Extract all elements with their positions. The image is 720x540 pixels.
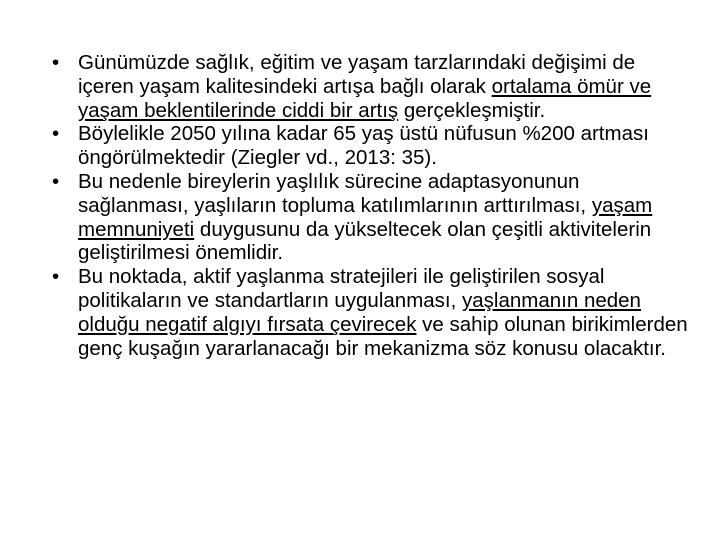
bullet-text: Günümüzde sağlık, eğitim ve yaşam tarzlarındaki değişimi de içeren yaşam kalitesindeki artışa bağlı olarak bbox=[78, 51, 636, 98]
underlined-phrase: ortalama ömür ve yaşam beklentilerinde ciddi bir artış bbox=[78, 74, 652, 122]
bullet-icon: • bbox=[52, 51, 60, 74]
underlined-phrase: yaşlanmanın neden olduğu negatif algıyı fırsata çevirecek bbox=[78, 288, 641, 336]
bullet-icon: • bbox=[52, 122, 60, 146]
underlined-phrase: yaşam memnuniyeti bbox=[78, 193, 653, 241]
bullet-item-4 bbox=[52, 265, 692, 360]
bullet-text: duygusunu da yükseltecek olan çeşitli aktivitelerin geliştirilmesi önemlidir. bbox=[78, 217, 652, 265]
bullet-text: ve sahip olunan birikimlerden genç kuşağın yararlanacağı bir mekanizma söz konusu olacaktır. bbox=[78, 312, 688, 360]
bullet-item-2 bbox=[52, 122, 692, 170]
bullet-text: Bu nedenle bireylerin yaşlılık sürecine adaptasyonunun sağlanması, yaşlıların topluma katılımlarının arttırılması, bbox=[78, 169, 592, 217]
bullet-text: Bu noktada, aktif yaşlanma stratejileri ile geliştirilen sosyal politikaların ve standartların uygulanması, bbox=[78, 265, 605, 312]
bullet-list bbox=[52, 51, 692, 360]
bullet-icon: • bbox=[52, 265, 60, 289]
bullet-text: Böylelikle 2050 yılına kadar 65 yaş üstü nüfusun %200 artması öngörülmektedir (Ziegler vd., 2013: 35). bbox=[78, 122, 649, 170]
bullet-text: gerçekleşmiştir. bbox=[398, 98, 546, 122]
bullet-item-1 bbox=[52, 51, 692, 122]
bullet-item-3 bbox=[52, 170, 692, 265]
bullet-icon: • bbox=[52, 169, 60, 193]
